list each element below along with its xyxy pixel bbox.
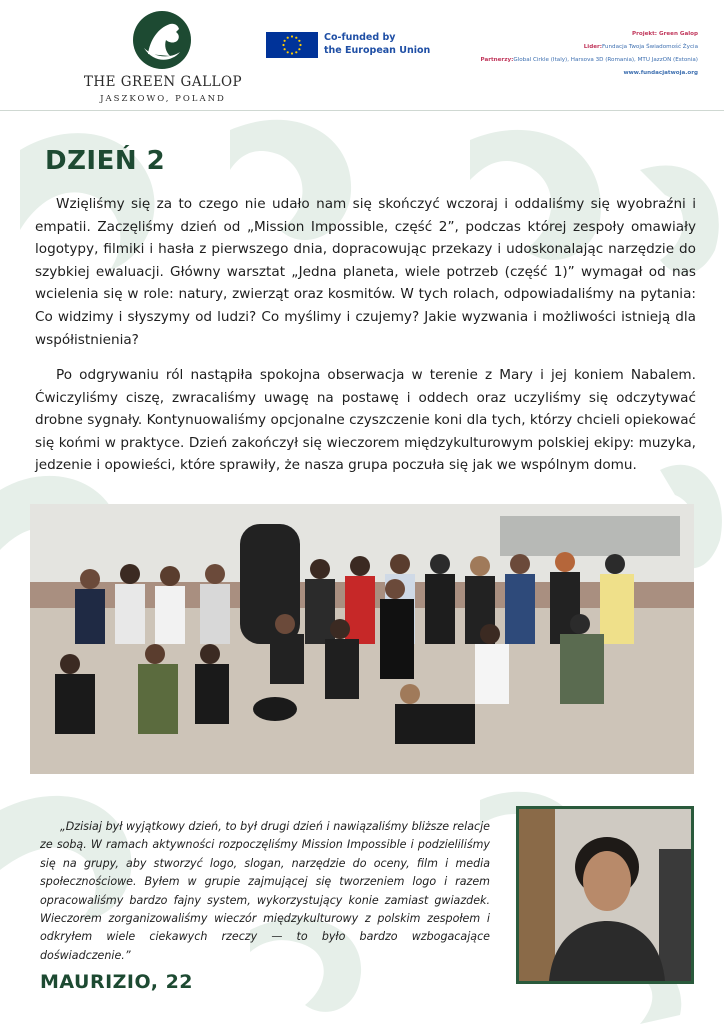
page-title: DZIEŃ 2 xyxy=(45,146,166,176)
eu-flag-icon xyxy=(266,32,318,58)
project-name: Green Galop xyxy=(659,31,698,37)
page-header xyxy=(0,0,724,110)
portrait-illustration xyxy=(519,809,691,981)
logo-title: THE GREEN GALLOP xyxy=(83,74,243,90)
group-photo-illustration xyxy=(30,504,694,774)
eu-line-2: the European Union xyxy=(324,45,431,56)
project-info xyxy=(481,28,699,80)
group-photo xyxy=(30,504,694,774)
eu-line-1: Co-funded by xyxy=(324,32,396,43)
horse-head-logo-icon xyxy=(132,10,192,70)
paragraph-1: Wzięliśmy się za to czego nie udało nam się skończyć wczoraj i oddaliśmy się wyobraźni i empatii. Zaczęliśmy dzień od „Mission Impossible, część 2”, podczas której zespoły omawiały logotypy, filmiki i hasła z pierwszego dnia, dopracowując przekazy i udoskonalając narzędzie do szybkiej ewaluacji. Główny warsztat „Jedna planeta, wiele potrzeb (część 1)” wymagał od nas wcielenia się w role: natury, zwierząt oraz kosmitów. W tych rolach, odpowiadaliśmy na pytania: Co widzimy i słyszymy od ludzi? Co myślimy i czujemy? Jakie wyzwania i możliwości istnieją dla współistnienia? xyxy=(35,196,696,348)
project-label: Projekt: xyxy=(632,31,658,37)
author-portrait xyxy=(516,806,694,984)
partners-list: Global Cirkle (Italy), Harsova 3D (Romania), MTU JazzON (Estonia) xyxy=(513,57,698,63)
eu-funding-text xyxy=(324,31,430,57)
testimonial-author: MAURIZIO, 22 xyxy=(40,971,194,993)
header-divider xyxy=(0,110,724,111)
leader-label: Lider: xyxy=(583,44,603,50)
testimonial-quote: „Dzisiaj był wyjątkowy dzień, to był drugi dzień i nawiązaliśmy bliższe relacje ze sobą. W ramach aktywności rozpoczęliśmy Mission Impossible i podzieliliśmy się na grupy, aby stworzyć logo, slogan, narzędzie do oceny, film i media społecznościowe. Byłem w grupie zajmującej się tworzeniem logo i razem opracowaliśmy bardzo fajny system, wykorzystujący konie zamiast gwiazdek. Wieczorem zorganizowaliśmy wieczór międzykulturowy z polskim zespołem i odkryłem wiele ciekawych rzeczy — to było bardzo wzbogacające doświadczenie.” xyxy=(40,820,490,962)
leader-name: Fundacja Twoja Świadomość Życia xyxy=(602,44,698,50)
website-link[interactable]: www.fundacjatwoja.org xyxy=(623,70,698,76)
logo-subtitle: JASZKOWO, POLAND xyxy=(100,94,226,104)
partners-label: Partnerzy: xyxy=(480,57,514,63)
paragraph-2: Po odgrywaniu ról nastąpiła spokojna obserwacja w terenie z Mary i jej koniem Nabalem. Ćwiczyliśmy ciszę, zwracaliśmy uwagę na postawę i oddech oraz uczyliśmy się odczytywać drobne sygnały. Kontynuowaliśmy opcjonalne czyszczenie koni dla tych, którzy chcieli opiekować się końmi w praktyce. Dzień zakończył się wieczorem międzykulturowym polskiej ekipy: muzyka, jedzenie i opowieści, które sprawiły, że nasza grupa poczuła się jak we wspólnym domu. xyxy=(35,367,696,474)
